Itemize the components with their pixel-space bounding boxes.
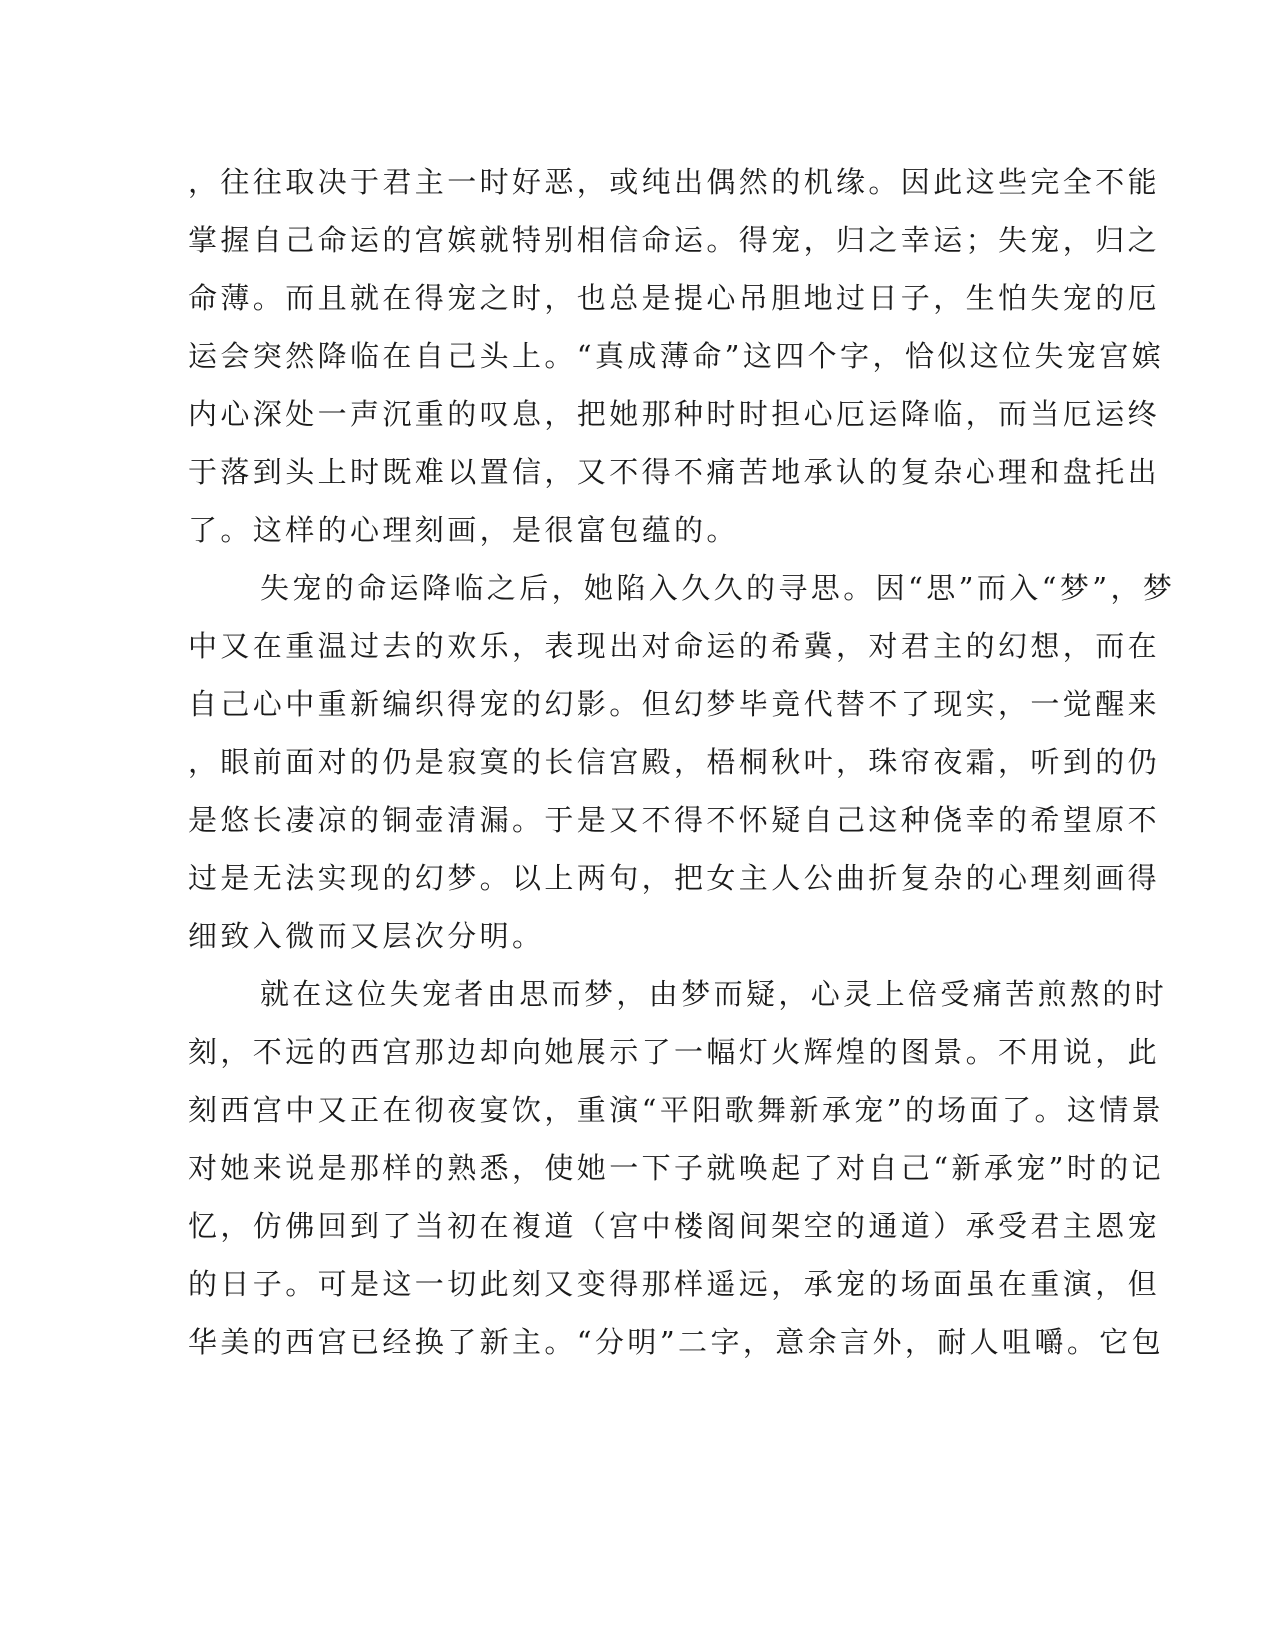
text-line: 过是无法实现的幻梦。以上两句，把女主人公曲折复杂的心理刻画得 [188,861,1161,895]
text-line: 了。这样的心理刻画，是很富包蕴的。 [188,513,739,547]
text-line: 掌握自己命运的宫嫔就特别相信命运。得宠，归之幸运；失宠，归之 [188,223,1161,257]
text-line: 对她来说是那样的熟悉，使她一下子就唤起了对自己“新承宠”时的记 [188,1151,1165,1185]
text-line: 运会突然降临在自己头上。“真成薄命”这四个字，恰似这位失宠宫嫔 [188,339,1165,373]
text-line: 于落到头上时既难以置信，又不得不痛苦地承认的复杂心理和盘托出 [188,455,1161,489]
text-line: 细致入微而又层次分明。 [188,919,545,953]
text-line: 刻西宫中又正在彻夜宴饮，重演“平阳歌舞新承宠”的场面了。这情景 [188,1093,1165,1127]
paragraph-first-line: 失宠的命运降临之后，她陷入久久的寻思。因“思”而入“梦”，梦 [260,571,1176,605]
text-line: 是悠长凄凉的铜壶清漏。于是又不得不怀疑自己这种侥幸的希望原不 [188,803,1161,837]
text-line: 中又在重温过去的欢乐，表现出对命运的希冀，对君主的幻想，而在 [188,629,1161,663]
paragraph-first-line: 就在这位失宠者由思而梦，由梦而疑，心灵上倍受痛苦煎熬的时 [260,977,1168,1011]
text-line: ，往往取决于君主一时好恶，或纯出偶然的机缘。因此这些完全不能 [188,165,1161,199]
text-line: 华美的西宫已经换了新主。“分明”二字，意余言外，耐人咀嚼。它包 [188,1325,1165,1359]
text-line: 的日子。可是这一切此刻又变得那样遥远，承宠的场面虽在重演，但 [188,1267,1161,1301]
text-line: 内心深处一声沉重的叹息，把她那种时时担心厄运降临，而当厄运终 [188,397,1161,431]
text-line: 刻，不远的西宫那边却向她展示了一幅灯火辉煌的图景。不用说，此 [188,1035,1161,1069]
text-line: ，眼前面对的仍是寂寞的长信宫殿，梧桐秋叶，珠帘夜霜，听到的仍 [188,745,1161,779]
text-line: 忆，仿佛回到了当初在複道（宫中楼阁间架空的通道）承受君主恩宠 [188,1209,1161,1243]
text-line: 自己心中重新编织得宠的幻影。但幻梦毕竟代替不了现实，一觉醒来 [188,687,1161,721]
text-line: 命薄。而且就在得宠之时，也总是提心吊胆地过日子，生怕失宠的厄 [188,281,1161,315]
